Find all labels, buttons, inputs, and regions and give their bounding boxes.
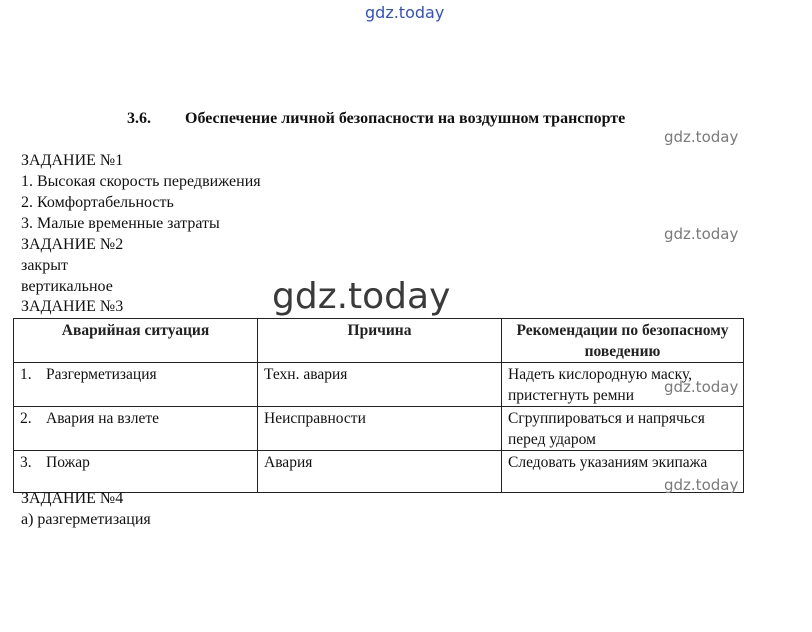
header-cause: Причина [258, 319, 502, 363]
watermark-top: gdz.today [365, 3, 445, 22]
task2-line-2: вертикальное [21, 278, 113, 295]
row-cause: Техн. авария [258, 363, 502, 407]
row-cause: Неисправности [258, 407, 502, 451]
header-situation: Аварийная ситуация [14, 319, 258, 363]
task4-line-1: а) разгерметизация [21, 511, 151, 528]
row-situation [14, 363, 258, 407]
row-situation [14, 451, 258, 493]
situation-text: Разгерметизация [46, 366, 157, 383]
row-advice: Надеть кислородную маску, пристегнуть ремни [502, 363, 744, 407]
watermark-4: gdz.today [664, 476, 739, 494]
table-row [14, 363, 744, 407]
task1-heading: ЗАДАНИЕ №1 [21, 152, 124, 169]
table-row [14, 451, 744, 493]
row-number: 3. [20, 454, 32, 471]
task4-heading: ЗАДАНИЕ №4 [21, 490, 124, 507]
header-advice: Рекомендации по безопасному поведению [502, 319, 744, 363]
section-number: 3.6. [127, 110, 151, 127]
situation-text: Пожар [46, 454, 90, 471]
watermark-3: gdz.today [664, 378, 739, 396]
watermark-1: gdz.today [664, 128, 739, 146]
task1-item-2: 2. Комфортабельность [21, 194, 174, 211]
table-row [14, 407, 744, 451]
row-number: 1. [20, 366, 32, 383]
task2-line-1: закрыт [21, 257, 68, 274]
row-situation [14, 407, 258, 451]
safety-table [13, 318, 744, 493]
watermark-2: gdz.today [664, 225, 739, 243]
table-header-row [14, 319, 744, 363]
task1-item-1: 1. Высокая скорость передвижения [21, 173, 261, 190]
row-number: 2. [20, 410, 32, 427]
row-advice: Сгруппироваться и напрячься перед ударом [502, 407, 744, 451]
task1-item-3: 3. Малые временные затраты [21, 215, 220, 232]
section-title-text: Обеспечение личной безопасности на воздушном транспорте [185, 110, 626, 127]
watermark-large: gdz.today [272, 276, 451, 317]
row-cause: Авария [258, 451, 502, 493]
row-advice: Следовать указаниям экипажа [502, 451, 744, 493]
task3-heading: ЗАДАНИЕ №3 [21, 298, 124, 315]
situation-text: Авария на взлете [46, 410, 159, 427]
section-title [127, 110, 625, 128]
task2-heading: ЗАДАНИЕ №2 [21, 236, 124, 253]
